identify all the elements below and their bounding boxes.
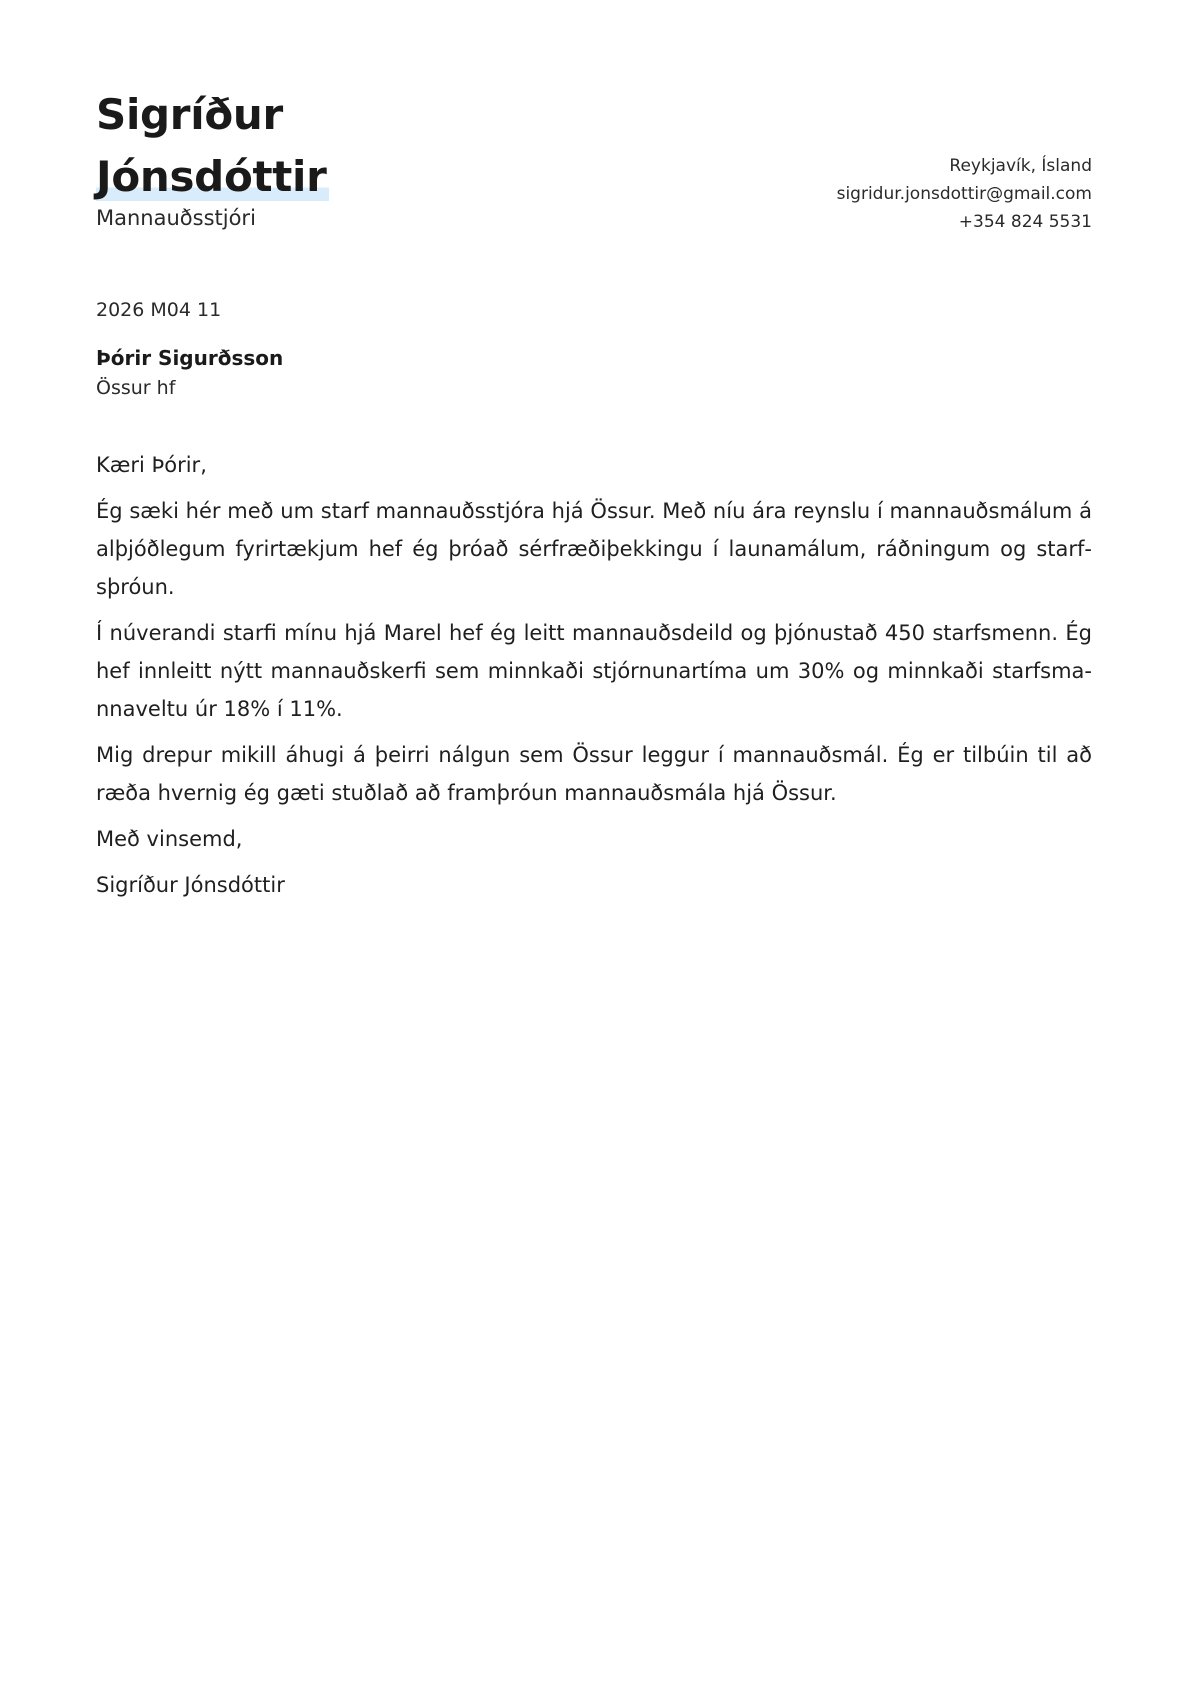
body-paragraph-2: Í núverandi starfi mínu hjá Marel hef ég leitt mannauðsdeild og þjónustað 450 starfsmenn. Ég hef innleitt nýtt mannauðskerfi sem minnkaði stjórnunartíma um 30% og minnkaði starfsmannaveltu úr 18% í 11%. bbox=[96, 621, 1092, 721]
letter-body bbox=[96, 446, 1092, 912]
body-paragraph-1: Ég sæki hér með um starf mannauðsstjóra hjá Össur. Með níu ára reynslu í mannauðsmálum á alþjóðlegum fyrirtækjum hef ég þróað sérfræðiþekkingu í launamálum, ráðningum og starfsþróun. bbox=[96, 499, 1092, 599]
letter-date: 2026 M04 11 bbox=[96, 299, 222, 321]
salutation: Kæri Þórir, bbox=[96, 453, 207, 477]
applicant-last-name-line bbox=[96, 146, 329, 208]
signature: Sigríður Jónsdóttir bbox=[96, 873, 285, 897]
contact-email: sigridur.jonsdottir@gmail.com bbox=[836, 184, 1092, 204]
name-block bbox=[96, 84, 329, 232]
applicant-job-title: Mannauðsstjóri bbox=[96, 206, 256, 230]
recipient-name: Þórir Sigurðsson bbox=[96, 346, 284, 370]
applicant-first-name: Sigríður bbox=[96, 90, 283, 139]
recipient-block bbox=[96, 343, 283, 403]
contact-info bbox=[837, 152, 1092, 236]
contact-location: Reykjavík, Ísland bbox=[949, 156, 1092, 176]
recipient-company: Össur hf bbox=[96, 377, 176, 399]
closing: Með vinsemd, bbox=[96, 827, 243, 851]
applicant-last-name: Jónsdóttir bbox=[96, 152, 327, 201]
body-paragraph-3: Mig drepur mikill áhugi á þeirri nálgun sem Össur leggur í mannauðsmál. Ég er tilbúin til að ræða hvernig ég gæti stuðlað að framþróun mannauðsmála hjá Össur. bbox=[96, 743, 1092, 805]
contact-phone: +354 824 5531 bbox=[958, 212, 1092, 232]
letter-header bbox=[96, 84, 1092, 244]
